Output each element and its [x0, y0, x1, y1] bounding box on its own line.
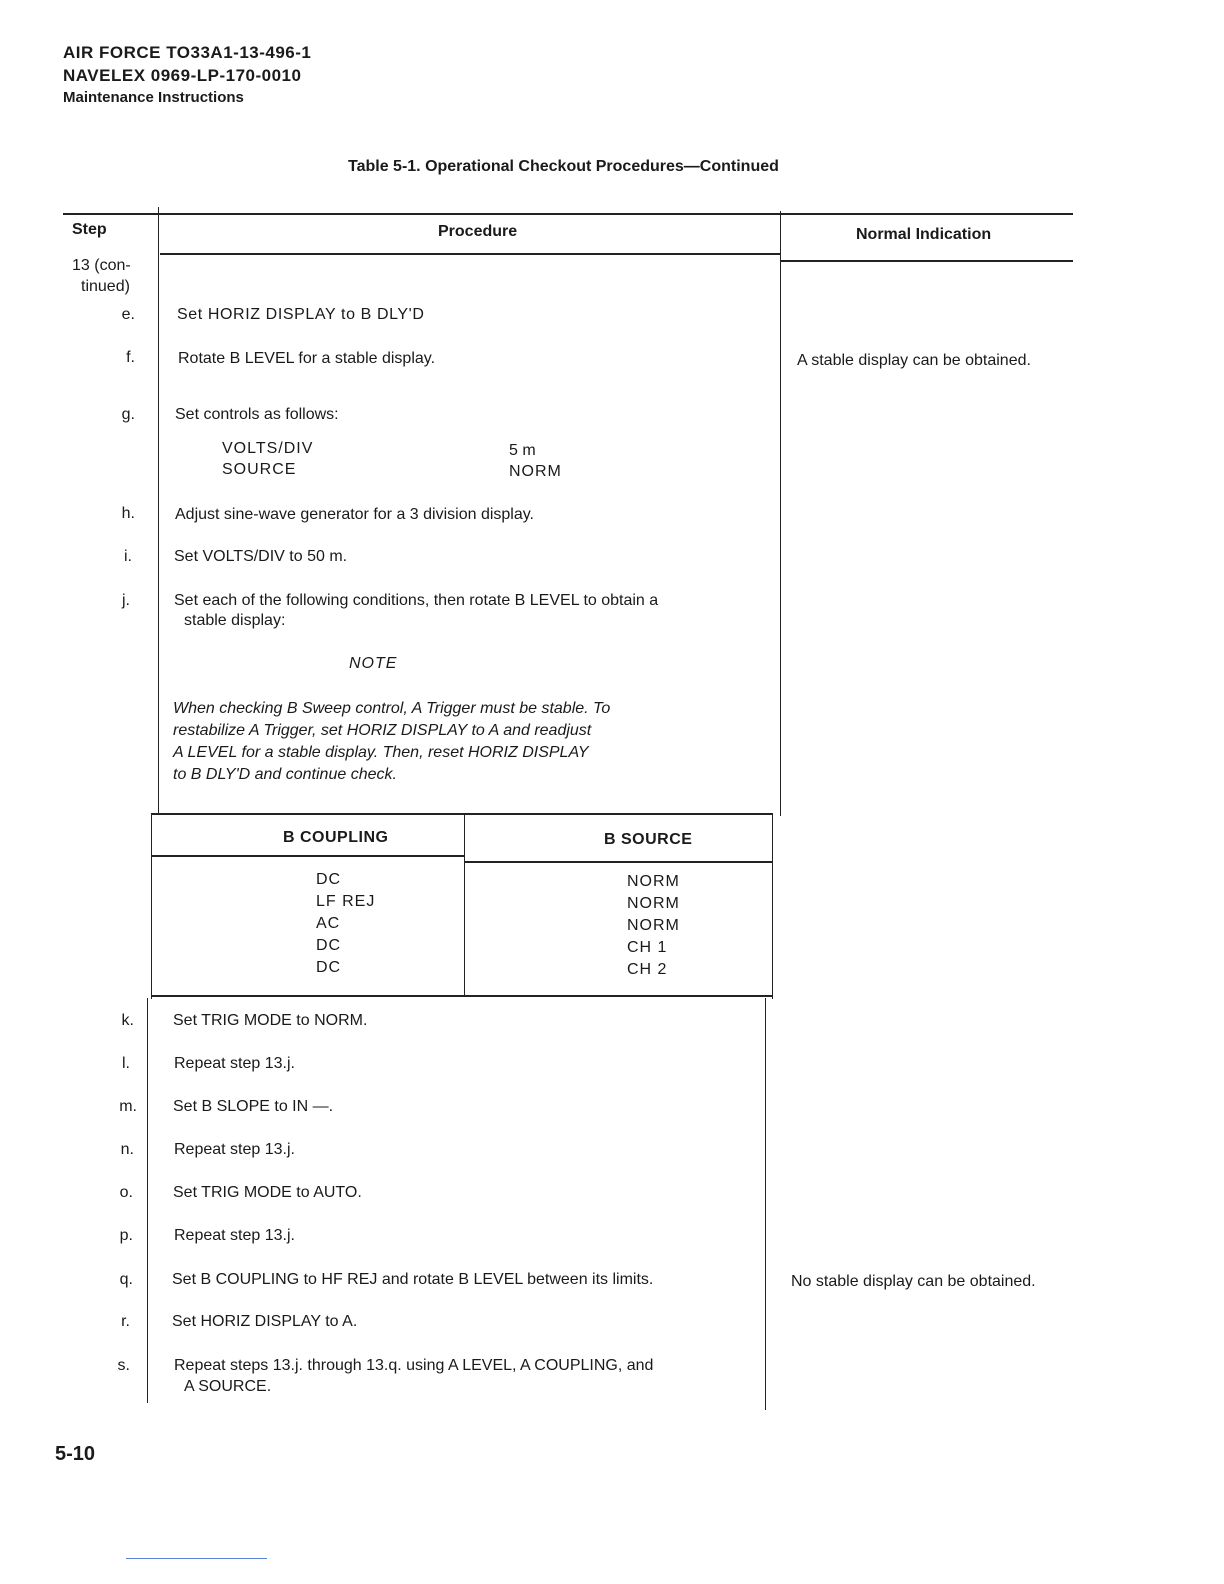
procedure-o: Set TRIG MODE to AUTO.	[173, 1184, 362, 1201]
subtable-left-border	[151, 813, 152, 999]
procedure-q: Set B COUPLING to HF REJ and rotate B LEVEL between its limits.	[172, 1271, 654, 1288]
table-header-rule-right	[780, 260, 1073, 262]
procedure-e: Set HORIZ DISPLAY to B DLY'D	[177, 306, 425, 323]
note-line-3: A LEVEL for a stable display. Then, reset HORIZ DISPLAY	[173, 744, 589, 761]
b-source-value: NORM	[627, 895, 680, 912]
step-label-k: k.	[121, 1012, 134, 1029]
b-coupling-value: LF REJ	[316, 893, 376, 910]
subtable-right-border	[772, 813, 773, 999]
b-source-values	[627, 871, 680, 981]
procedure-s-line2: A SOURCE.	[184, 1378, 272, 1395]
step-label-r: r.	[121, 1313, 130, 1330]
step-label-s: s.	[117, 1357, 130, 1374]
step-column-divider-upper	[158, 207, 159, 813]
subtable-top-rule	[151, 813, 773, 815]
doc-section-label: Maintenance Instructions	[63, 89, 244, 106]
control-name-source: SOURCE	[222, 461, 297, 478]
step-label-h: h.	[121, 505, 135, 522]
column-header-normal-indication: Normal Indication	[856, 226, 992, 243]
b-coupling-value: DC	[316, 871, 342, 888]
column-header-step: Step	[72, 221, 107, 238]
bottom-decorative-line	[126, 1558, 267, 1559]
subtable-bottom-rule	[151, 995, 773, 997]
step-13-label-line1: 13 (con-	[72, 257, 131, 274]
indication-column-divider-lower	[765, 998, 766, 1410]
indication-q: No stable display can be obtained.	[791, 1273, 1036, 1290]
step-label-i: i.	[124, 548, 132, 565]
table-title: Table 5-1. Operational Checkout Procedures—Continued	[348, 158, 779, 175]
b-source-value: NORM	[627, 873, 680, 890]
step-label-g: g.	[121, 406, 135, 423]
subtable-header-rule-left	[151, 855, 465, 857]
procedure-i: Set VOLTS/DIV to 50 m.	[174, 548, 348, 565]
indication-f: A stable display can be obtained.	[797, 352, 1031, 369]
procedure-m: Set B SLOPE to IN —.	[173, 1098, 334, 1115]
table-top-rule	[63, 213, 1073, 215]
table-header-rule-left	[160, 253, 780, 255]
step-column-divider-lower	[147, 998, 148, 1403]
procedure-s-line1: Repeat steps 13.j. through 13.q. using A LEVEL, A COUPLING, and	[174, 1357, 654, 1374]
procedure-l: Repeat step 13.j.	[174, 1055, 295, 1072]
b-coupling-value: AC	[316, 915, 341, 932]
column-header-procedure: Procedure	[438, 223, 518, 240]
step-label-j: j.	[122, 592, 130, 609]
subtable-middle-divider	[464, 813, 465, 996]
step-label-q: q.	[119, 1271, 133, 1288]
doc-id-navelex: NAVELEX 0969-LP-170-0010	[63, 66, 302, 85]
procedure-n: Repeat step 13.j.	[174, 1141, 295, 1158]
step-label-m: m.	[119, 1098, 137, 1115]
b-coupling-values	[316, 869, 375, 979]
step-label-e: e.	[121, 306, 135, 323]
control-value-source: NORM	[509, 463, 562, 480]
procedure-g: Set controls as follows:	[175, 406, 339, 423]
page-number: 5-10	[55, 1443, 96, 1465]
step-label-n: n.	[120, 1141, 134, 1158]
b-source-value: CH 2	[627, 961, 668, 978]
note-line-4: to B DLY'D and continue check.	[173, 766, 397, 783]
doc-id-airforce: AIR FORCE TO33A1-13-496-1	[63, 43, 312, 62]
b-coupling-value: DC	[316, 937, 342, 954]
step-label-o: o.	[119, 1184, 133, 1201]
procedure-f: Rotate B LEVEL for a stable display.	[178, 350, 436, 367]
subtable-header-b-coupling: B COUPLING	[283, 829, 389, 846]
procedure-p: Repeat step 13.j.	[174, 1227, 295, 1244]
control-value-volts-div: 5 m	[509, 442, 536, 459]
step-label-f: f.	[126, 349, 135, 366]
note-title: NOTE	[349, 655, 398, 672]
procedure-h: Adjust sine-wave generator for a 3 division display.	[175, 506, 534, 523]
note-line-1: When checking B Sweep control, A Trigger must be stable. To	[173, 700, 611, 717]
b-source-value: CH 1	[627, 939, 668, 956]
b-coupling-value: DC	[316, 959, 342, 976]
procedure-j-line2: stable display:	[184, 612, 286, 629]
procedure-r: Set HORIZ DISPLAY to A.	[172, 1313, 358, 1330]
note-line-2: restabilize A Trigger, set HORIZ DISPLAY to A and readjust	[173, 722, 592, 739]
procedure-k: Set TRIG MODE to NORM.	[173, 1012, 368, 1029]
subtable-header-rule-right	[464, 861, 773, 863]
step-label-l: l.	[122, 1055, 130, 1072]
indication-column-divider-upper	[780, 211, 781, 816]
b-source-value: NORM	[627, 917, 680, 934]
procedure-j-line1: Set each of the following conditions, then rotate B LEVEL to obtain a	[174, 592, 659, 609]
subtable-header-b-source: B SOURCE	[604, 831, 693, 848]
control-name-volts-div: VOLTS/DIV	[222, 440, 314, 457]
step-label-p: p.	[119, 1227, 133, 1244]
step-13-label-line2: tinued)	[81, 278, 130, 295]
